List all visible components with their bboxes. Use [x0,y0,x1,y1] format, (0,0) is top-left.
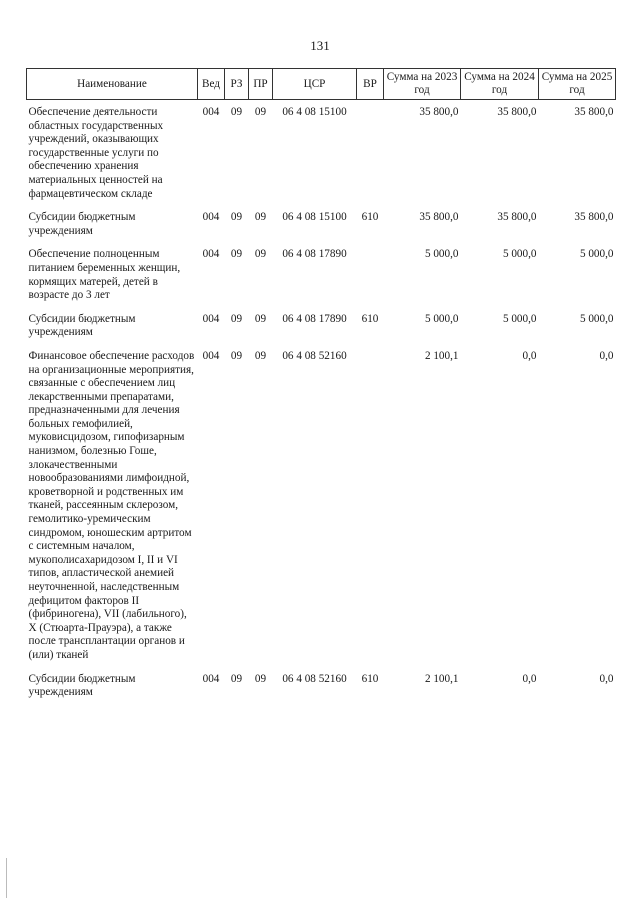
row-sum-2023: 2 100,1 [424,672,459,685]
row-sum-2024: 0,0 [522,349,537,362]
row-sum-2025: 0,0 [599,349,614,362]
row-sum-2024: 35 800,0 [497,106,537,118]
table-row [27,242,616,306]
row-sum-2025: 5 000,0 [579,248,614,261]
table-row [27,307,616,344]
row-sum-2023: 2 100,1 [424,349,459,362]
row-csr: 06 4 08 15100 [282,106,347,118]
row-sum-2024: 5 000,0 [502,248,537,261]
row-pr: 09 [254,211,267,224]
row-pr: 09 [254,312,267,325]
scan-margin-mark [6,858,7,898]
row-rz: 09 [230,672,243,685]
header-csr: ЦСР [273,69,357,100]
row-name: Обеспечение деятельности областных государственных учреждений, оказывающих государственные услуги по обеспечению хранения материальных ценностей на фармацевтическом складе [28,106,164,200]
budget-table-container [26,68,615,704]
row-pr: 09 [254,106,267,118]
row-name: Субсидии бюджетным учреждениям [28,672,136,699]
row-sum-2025: 0,0 [599,672,614,685]
row-sum-2023: 35 800,0 [419,106,459,118]
row-ved: 004 [202,312,220,325]
row-csr: 06 4 08 15100 [282,211,347,224]
header-sum-2024: Сумма на 2024 год [461,69,539,100]
table-row [27,100,616,206]
table-row [27,667,616,704]
row-pr: 09 [254,248,267,261]
row-vr [357,242,384,306]
row-pr: 09 [254,349,267,362]
row-csr: 06 4 08 52160 [282,672,347,685]
row-vr: 610 [361,672,379,685]
row-sum-2023: 35 800,0 [419,211,459,224]
row-vr [357,100,384,206]
row-ved: 004 [202,248,220,261]
row-rz: 09 [230,349,243,362]
row-rz: 09 [230,211,243,224]
row-sum-2024: 0,0 [522,672,537,685]
row-sum-2023: 5 000,0 [424,312,459,325]
row-csr: 06 4 08 17890 [282,312,347,325]
header-sum-2025: Сумма на 2025 год [539,69,616,100]
header-name: Наименование [27,69,198,100]
table-row [27,205,616,242]
row-rz: 09 [230,106,243,118]
table-row [27,344,616,667]
row-ved: 004 [202,106,220,118]
page-number: 131 [310,38,330,53]
budget-table [26,68,616,704]
row-sum-2023: 5 000,0 [424,248,459,261]
row-sum-2025: 35 800,0 [574,211,614,224]
header-pr: ПР [249,69,273,100]
row-csr: 06 4 08 17890 [282,248,347,261]
row-vr: 610 [361,211,379,224]
row-sum-2025: 35 800,0 [574,106,614,118]
table-header-row [27,69,616,100]
row-sum-2024: 35 800,0 [497,211,537,224]
header-sum-2023: Сумма на 2023 год [384,69,461,100]
header-vr: ВР [357,69,384,100]
header-rz: РЗ [225,69,249,100]
row-vr [357,344,384,667]
row-name: Обеспечение полноценным питанием беременных женщин, кормящих матерей, детей в возрасте до 3 лет [28,248,181,302]
row-pr: 09 [254,672,267,685]
row-name: Субсидии бюджетным учреждениям [28,211,136,237]
row-csr: 06 4 08 52160 [282,349,347,362]
row-ved: 004 [202,672,220,685]
row-vr: 610 [361,312,379,325]
header-ved: Вед [198,69,225,100]
row-ved: 004 [202,211,220,224]
row-sum-2025: 5 000,0 [579,312,614,325]
row-name: Финансовое обеспечение расходов на организационные мероприятия, связанные с обеспечением лиц лекарственными препаратами, предназначенными для лечения больных гемофилией, муковисцидозом, гипофизарным нанизмом, болезнью Гоше, злокачественными новообразованиями лимфоидной, кроветворной и родственных им тканей, рассеянным склерозом, гемолитико-уремическим синдромом, юношеским артритом с системным началом, мукополисахаридозом I, II и VI типов, апластической анемией неуточненной, наследственным дефицитом факторов II (фибриногена), VII (лабильного), X (Стюарта-Прауэра), а также после трансплантации органов и (или) тканей [28,349,195,661]
row-rz: 09 [230,312,243,325]
row-rz: 09 [230,248,243,261]
row-sum-2024: 5 000,0 [502,312,537,325]
row-ved: 004 [202,349,220,362]
row-name: Субсидии бюджетным учреждениям [28,312,136,339]
